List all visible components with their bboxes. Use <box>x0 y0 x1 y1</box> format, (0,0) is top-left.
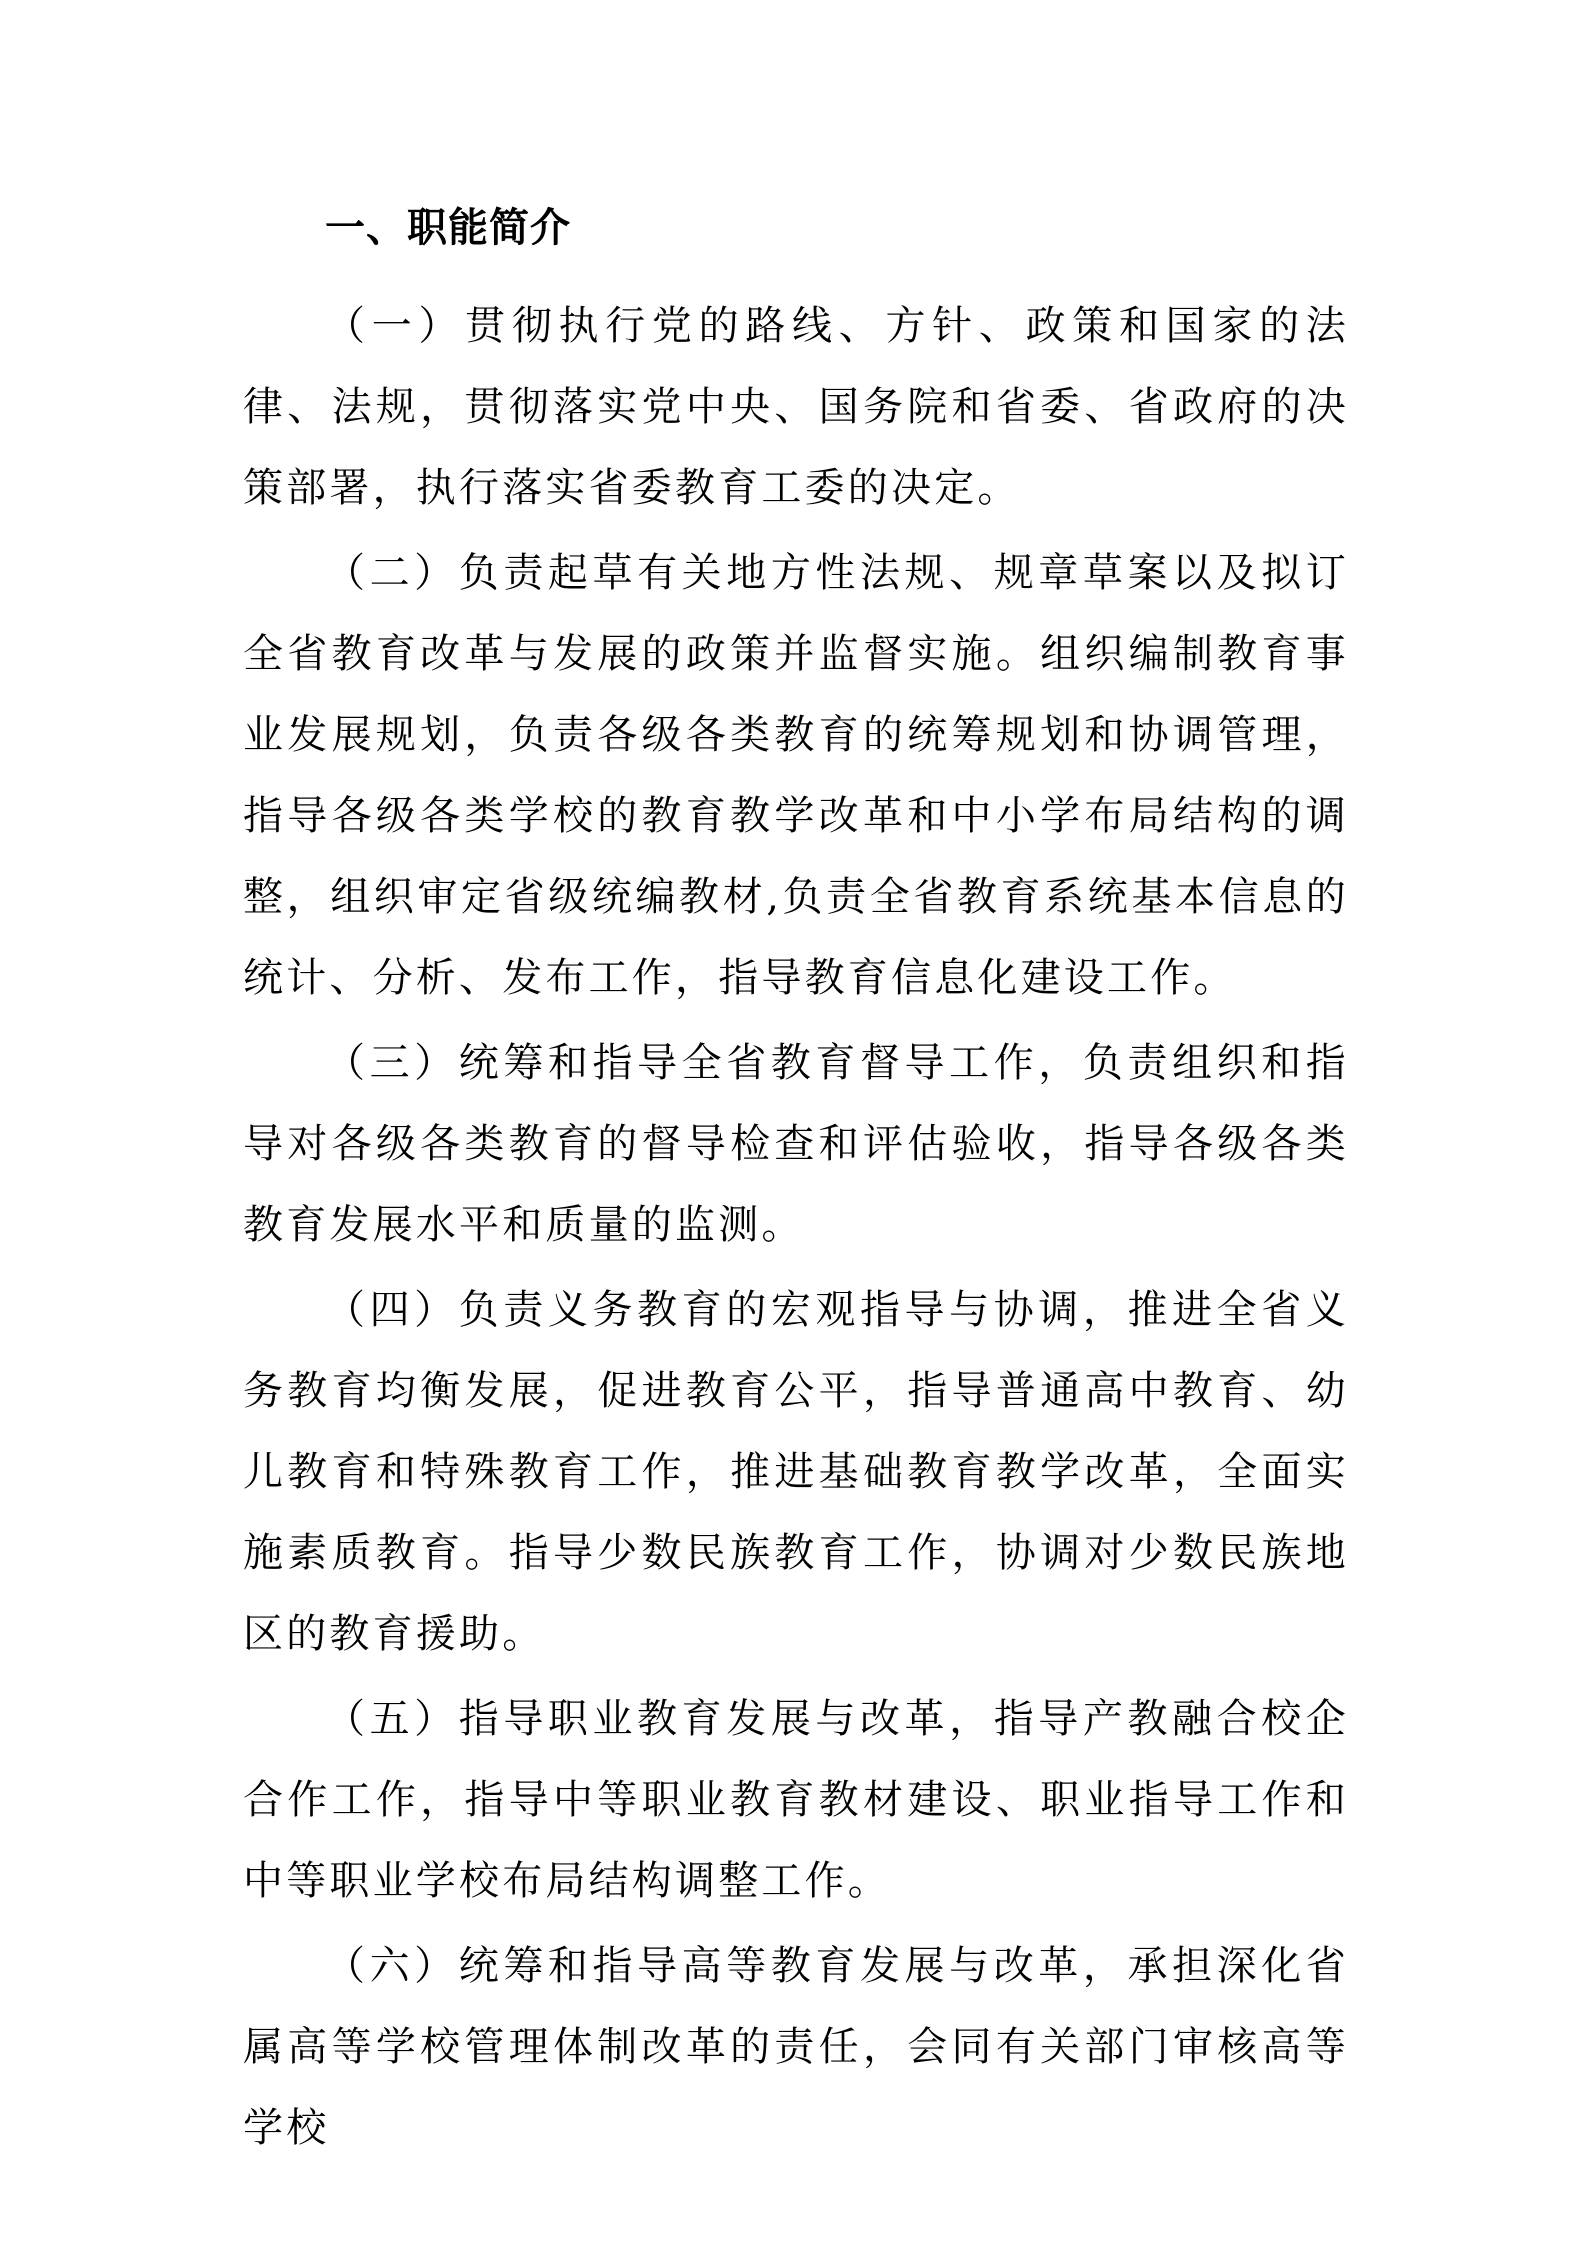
document-body <box>243 203 1349 2173</box>
paragraph-6: （六）统筹和指导高等教育发展与改革，承担深化省属高等学校管理体制改革的责任，会同有关部门审核高等学校 <box>243 1943 1349 2151</box>
paragraph-5: （五）指导职业教育发展与改革，指导产教融合校企合作工作，指导中等职业教育教材建设、职业指导工作和中等职业学校布局结构调整工作。 <box>243 1696 1349 1904</box>
paragraph-3: （三）统筹和指导全省教育督导工作，负责组织和指导对各级各类教育的督导检查和评估验收，指导各级各类教育发展水平和质量的监测。 <box>243 1040 1349 1248</box>
section-heading: 一、职能简介 <box>325 205 571 251</box>
paragraph-4: （四）负责义务教育的宏观指导与协调，推进全省义务教育均衡发展，促进教育公平，指导普通高中教育、幼儿教育和特殊教育工作，推进基础教育教学改革，全面实施素质教育。指导少数民族教育工作，协调对少数民族地区的教育援助。 <box>243 1287 1349 1657</box>
paragraph-2: （二）负责起草有关地方性法规、规章草案以及拟订全省教育改革与发展的政策并监督实施。组织编制教育事业发展规划，负责各级各类教育的统筹规划和协调管理，指导各级各类学校的教育教学改革和中小学布局结构的调整，组织审定省级统编教材,负责全省教育系统基本信息的统计、分析、发布工作，指导教育信息化建设工作。 <box>243 550 1349 1001</box>
paragraph-1: （一）贯彻执行党的路线、方针、政策和国家的法律、法规，贯彻落实党中央、国务院和省委、省政府的决策部署，执行落实省委教育工委的决定。 <box>243 303 1349 511</box>
